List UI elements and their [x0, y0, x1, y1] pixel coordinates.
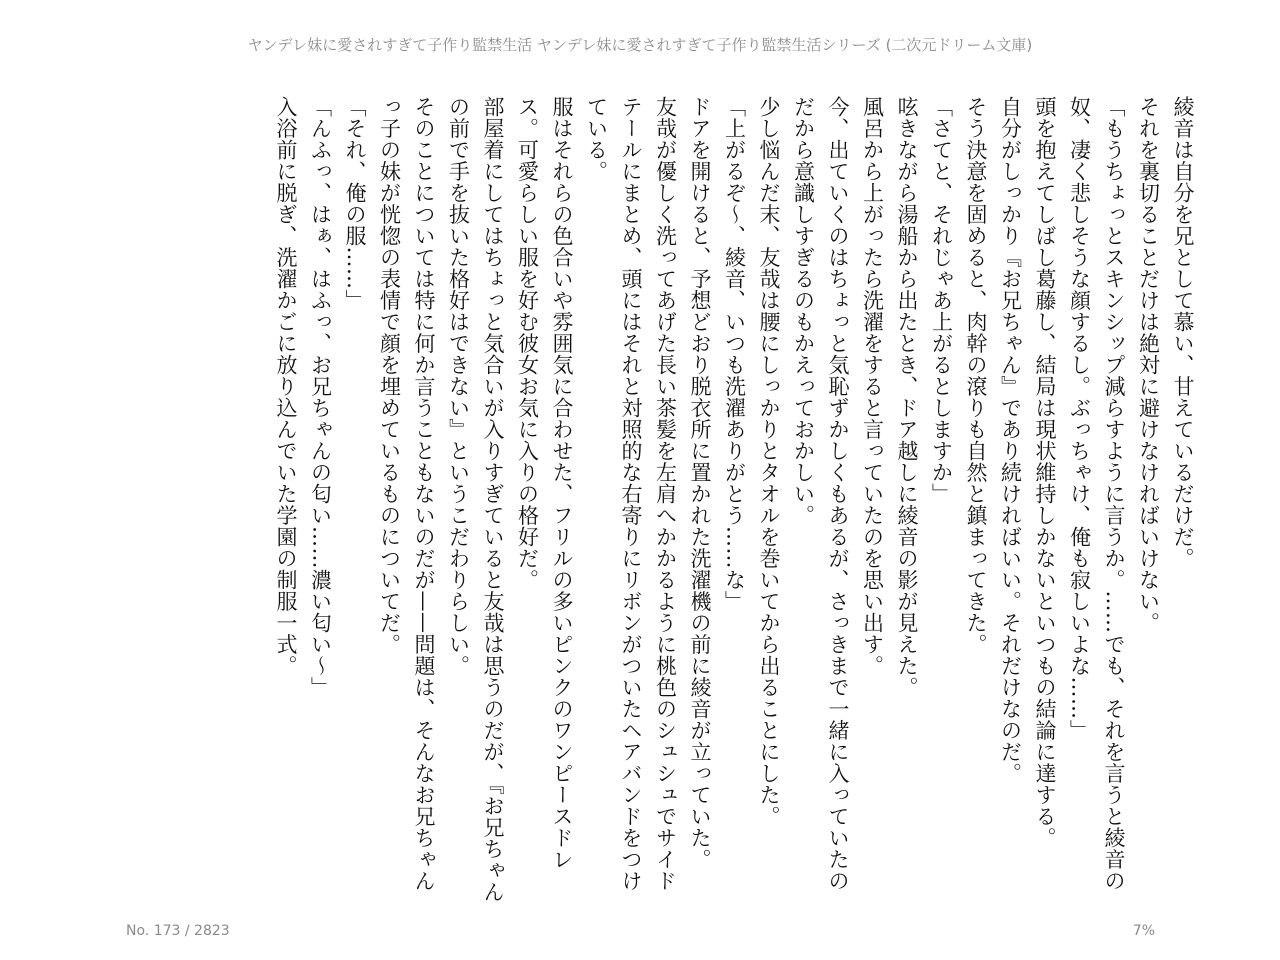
book-title: ヤンデレ妹に愛されすぎて子作り監禁生活 ヤンデレ妹に愛されすぎて子作り監禁生活シリーズ (二次元ドリーム文庫) — [247, 36, 1033, 54]
paragraph: 今、出ていくのはちょっと気恥ずかしくもあるが、さっきまで一緒に入っていたのだから意識しすぎるのもかえっておかしい。 — [791, 96, 850, 892]
paragraph: 「上がるぞ～、綾音、いつも洗濯ありがとう……な」 — [722, 96, 747, 612]
paragraph: 友哉が優しく洗ってあげた長い茶髪を左肩へかかるように桃色のシュシュでサイドテールにまとめ、頭にはそれと対照的な右寄りにリボンがついたヘアバンドをつけている。 — [584, 96, 678, 892]
paragraph: 入浴前に脱ぎ、洗濯かごに放り込んでいた学園の制服一式。 — [274, 96, 298, 677]
paragraph: そのことについては特に何か言うこともないのだが——問題は、そんなお兄ちゃんっ子の妹が恍惚の表情で顔を埋めているものについてだ。 — [377, 96, 436, 892]
book-text — [110, 96, 1200, 906]
paragraph: ドアを開けると、予想どおり脱衣所に置かれた洗濯機の前に綾音が立っていた。 — [688, 96, 712, 870]
progress-percentage: 7% — [1132, 923, 1155, 939]
paragraph: 少し悩んだ末、友哉は腰にしっかりとタオルを巻いてから出ることにした。 — [757, 96, 781, 827]
paragraph: 服はそれらの色合いや雰囲気に合わせた、フリルの多いピンクのワンピースドレス。可愛らしい服を好む彼女お気に入りの格好だ。 — [515, 96, 574, 870]
location-indicator: No. 173 / 2823 — [126, 923, 230, 939]
paragraph: それを裏切ることだけは絶対に避けなければいけない。 — [1136, 96, 1161, 634]
paragraph: 「もうちょっとスキンシップ減らすように言うか。……でも、それを言うと綾音の奴、凄く悲しそうな顔するし。ぶっちゃけ、俺も寂しいよな……」 — [1067, 96, 1126, 892]
paragraph: 部屋着にしてはちょっと気合いが入りすぎていると友哉は思うのだが、『お兄ちゃんの前で手を抜いた格好はできない』というこだわりらしい。 — [446, 96, 505, 903]
paragraph: 風呂から上がったら洗濯をすると言っていたのを思い出す。 — [860, 96, 885, 677]
paragraph: 自分がしっかり『お兄ちゃん』であり続ければいい。それだけなのだ。 — [998, 96, 1023, 784]
paragraph: 「それ、俺の服……」 — [343, 96, 367, 311]
paragraph: 呟きながら湯船から出たとき、ドア越しに綾音の影が見えた。 — [895, 96, 919, 698]
paragraph: 頭を抱えてしばし葛藤し、結局は現状維持しかないといつもの結論に達する。 — [1033, 96, 1057, 849]
paragraph: 「さてと、それじゃあ上がるとしますか」 — [929, 96, 954, 505]
paragraph: 「んふっ、はぁ、はふっ、お兄ちゃんの匂い……濃い匂い～」 — [308, 96, 333, 698]
paragraph: 綾音は自分を兄として慕い、甘えているだけだ。 — [1171, 96, 1195, 569]
paragraph: そう決意を固めると、肉幹の滾りも自然と鎮まってきた。 — [964, 96, 988, 655]
